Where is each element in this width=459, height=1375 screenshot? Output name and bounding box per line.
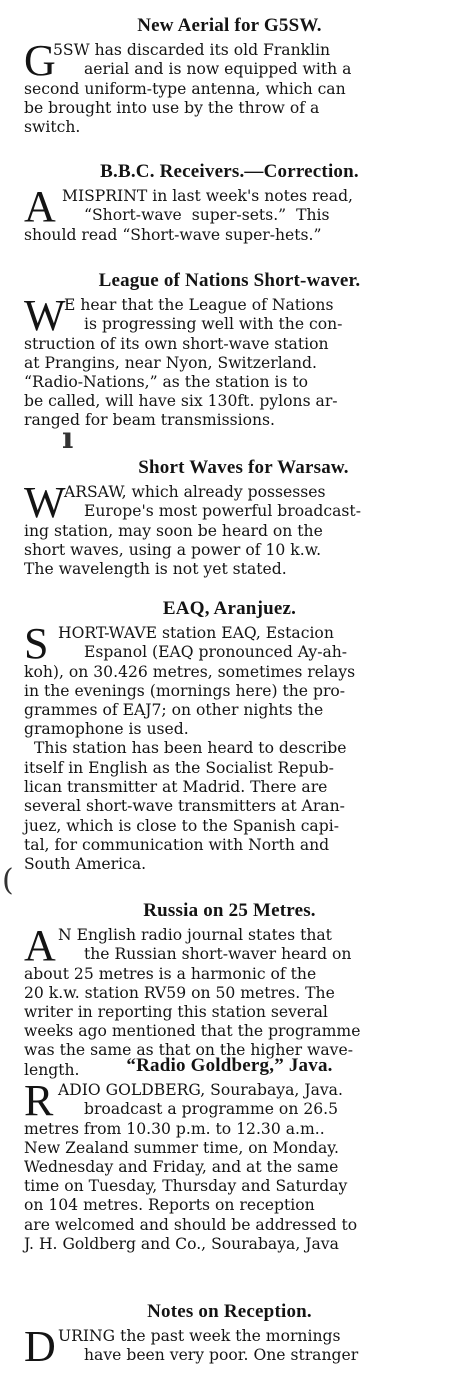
headline: Short Waves for Warsaw.: [138, 457, 349, 478]
dropcap: G: [24, 36, 56, 85]
dropcap: W: [24, 478, 66, 527]
text-line: be brought into use by the throw of a: [24, 99, 320, 117]
dropcap: R: [24, 1076, 54, 1125]
text-line: ing station, may soon be heard on the: [24, 522, 323, 540]
text-line: weeks ago mentioned that the programme: [24, 1022, 361, 1040]
text-line: MISPRINT in last week's notes read,: [62, 187, 354, 205]
text-line: New Zealand summer time, on Monday.: [24, 1139, 340, 1157]
text-line: broadcast a programme on 26.5: [84, 1100, 339, 1118]
text-line: second uniform-type antenna, which can: [24, 80, 346, 98]
text-line: 20 k.w. station RV59 on 50 metres. The: [24, 984, 335, 1002]
headline: EAQ, Aranjuez.: [162, 598, 297, 619]
text-line: at Prangins, near Nyon, Switzerland.: [24, 354, 317, 372]
text-line: HORT-WAVE station EAQ, Estacion: [58, 624, 334, 642]
text-line: koh), on 30.426 metres, sometimes relays: [24, 663, 356, 681]
text-line: grammes of EAJ7; on other nights the: [24, 701, 324, 719]
text-line: aerial and is now equipped with a: [84, 60, 352, 78]
text-line: 5SW has discarded its old Franklin: [53, 41, 331, 59]
text-line: have been very poor. One stranger: [84, 1346, 359, 1364]
text-line: URING the past week the mornings: [58, 1327, 341, 1345]
text-line: are welcomed and should be addressed to: [24, 1216, 358, 1234]
article-notes-on-reception: [0, 1300, 459, 1372]
text-line: struction of its own short-wave station: [24, 335, 329, 353]
dropcap: A: [24, 921, 56, 970]
text-line: Espanol (EAQ pronounced Ay-ah-: [84, 643, 348, 661]
text-line: tal, for communication with North and: [24, 836, 330, 854]
article-body: [0, 480, 459, 580]
text-line: juez, which is close to the Spanish capi-: [24, 817, 339, 835]
text-line: ranged for beam transmissions.: [24, 411, 275, 429]
text-line: the Russian short-waver heard on: [84, 945, 352, 963]
text-line: Europe's most powerful broadcast-: [84, 502, 361, 520]
text-line: ADIO GOLDBERG, Sourabaya, Java.: [58, 1081, 343, 1099]
headline: New Aerial for G5SW.: [137, 15, 322, 36]
article-body: [0, 184, 459, 246]
article-body: [0, 38, 459, 138]
text-line: length.: [24, 1061, 80, 1079]
text-line: “Short-wave super-sets.” This: [84, 206, 330, 224]
text-line: lican transmitter at Madrid. There are: [24, 778, 328, 796]
dropcap: D: [24, 1322, 56, 1371]
text-line: J. H. Goldberg and Co., Sourabaya, Java: [24, 1235, 339, 1253]
stray-ink-mark: ı: [62, 421, 74, 456]
dropcap: A: [24, 182, 56, 231]
headline: B.B.C. Receivers.—Correction.: [100, 161, 359, 182]
text-line: writer in reporting this station several: [24, 1003, 328, 1021]
article-body: [0, 1324, 459, 1372]
text-line: should read “Short-wave super-hets.”: [24, 226, 322, 244]
text-line: South America.: [24, 855, 147, 873]
text-line: on 104 metres. Reports on reception: [24, 1196, 315, 1214]
article-new-aerial: [0, 14, 459, 138]
text-line: was the same as that on the higher wave-: [24, 1041, 353, 1059]
article-body: [0, 1078, 459, 1258]
text-line: E hear that the League of Nations: [64, 296, 334, 314]
text-line: The wavelength is not yet stated.: [24, 560, 287, 578]
text-line: is progressing well with the con-: [84, 315, 343, 333]
text-line: time on Tuesday, Thursday and Saturday: [24, 1177, 348, 1195]
text-line: short waves, using a power of 10 k.w.: [24, 541, 322, 559]
text-line: several short-wave transmitters at Aran-: [24, 797, 345, 815]
text-line: metres from 10.30 p.m. to 12.30 a.m..: [24, 1120, 325, 1138]
article-warsaw: [0, 456, 459, 580]
text-line: in the evenings (mornings here) the pro-: [24, 682, 346, 700]
text-line: ARSAW, which already possesses: [64, 483, 326, 501]
text-line: about 25 metres is a harmonic of the: [24, 965, 317, 983]
dropcap: S: [24, 619, 49, 668]
article-league-of-nations: [0, 269, 459, 433]
headline: Notes on Reception.: [147, 1301, 312, 1322]
text-line: switch.: [24, 118, 81, 136]
text-line: This station has been heard to describe: [34, 739, 347, 757]
text-line: itself in English as the Socialist Repub-: [24, 759, 334, 777]
article-radio-goldberg: [0, 1054, 459, 1258]
text-line: Wednesday and Friday, and at the same: [24, 1158, 339, 1176]
dropcap: W: [24, 291, 66, 340]
headline: League of Nations Short-waver.: [98, 270, 361, 291]
text-line: be called, will have six 130ft. pylons ar-: [24, 392, 338, 410]
stray-ink-mark: (: [2, 863, 14, 898]
headline: “Radio Goldberg,” Java.: [126, 1055, 333, 1076]
text-line: gramophone is used.: [24, 720, 189, 738]
article-eaq-aranjuez: [0, 597, 459, 875]
headline: Russia on 25 Metres.: [143, 900, 316, 921]
article-body: [0, 621, 459, 875]
text-line: “Radio-Nations,” as the station is to: [24, 373, 309, 391]
article-bbc-receivers: [0, 160, 459, 246]
article-body: [0, 293, 459, 433]
text-line: N English radio journal states that: [58, 926, 332, 944]
